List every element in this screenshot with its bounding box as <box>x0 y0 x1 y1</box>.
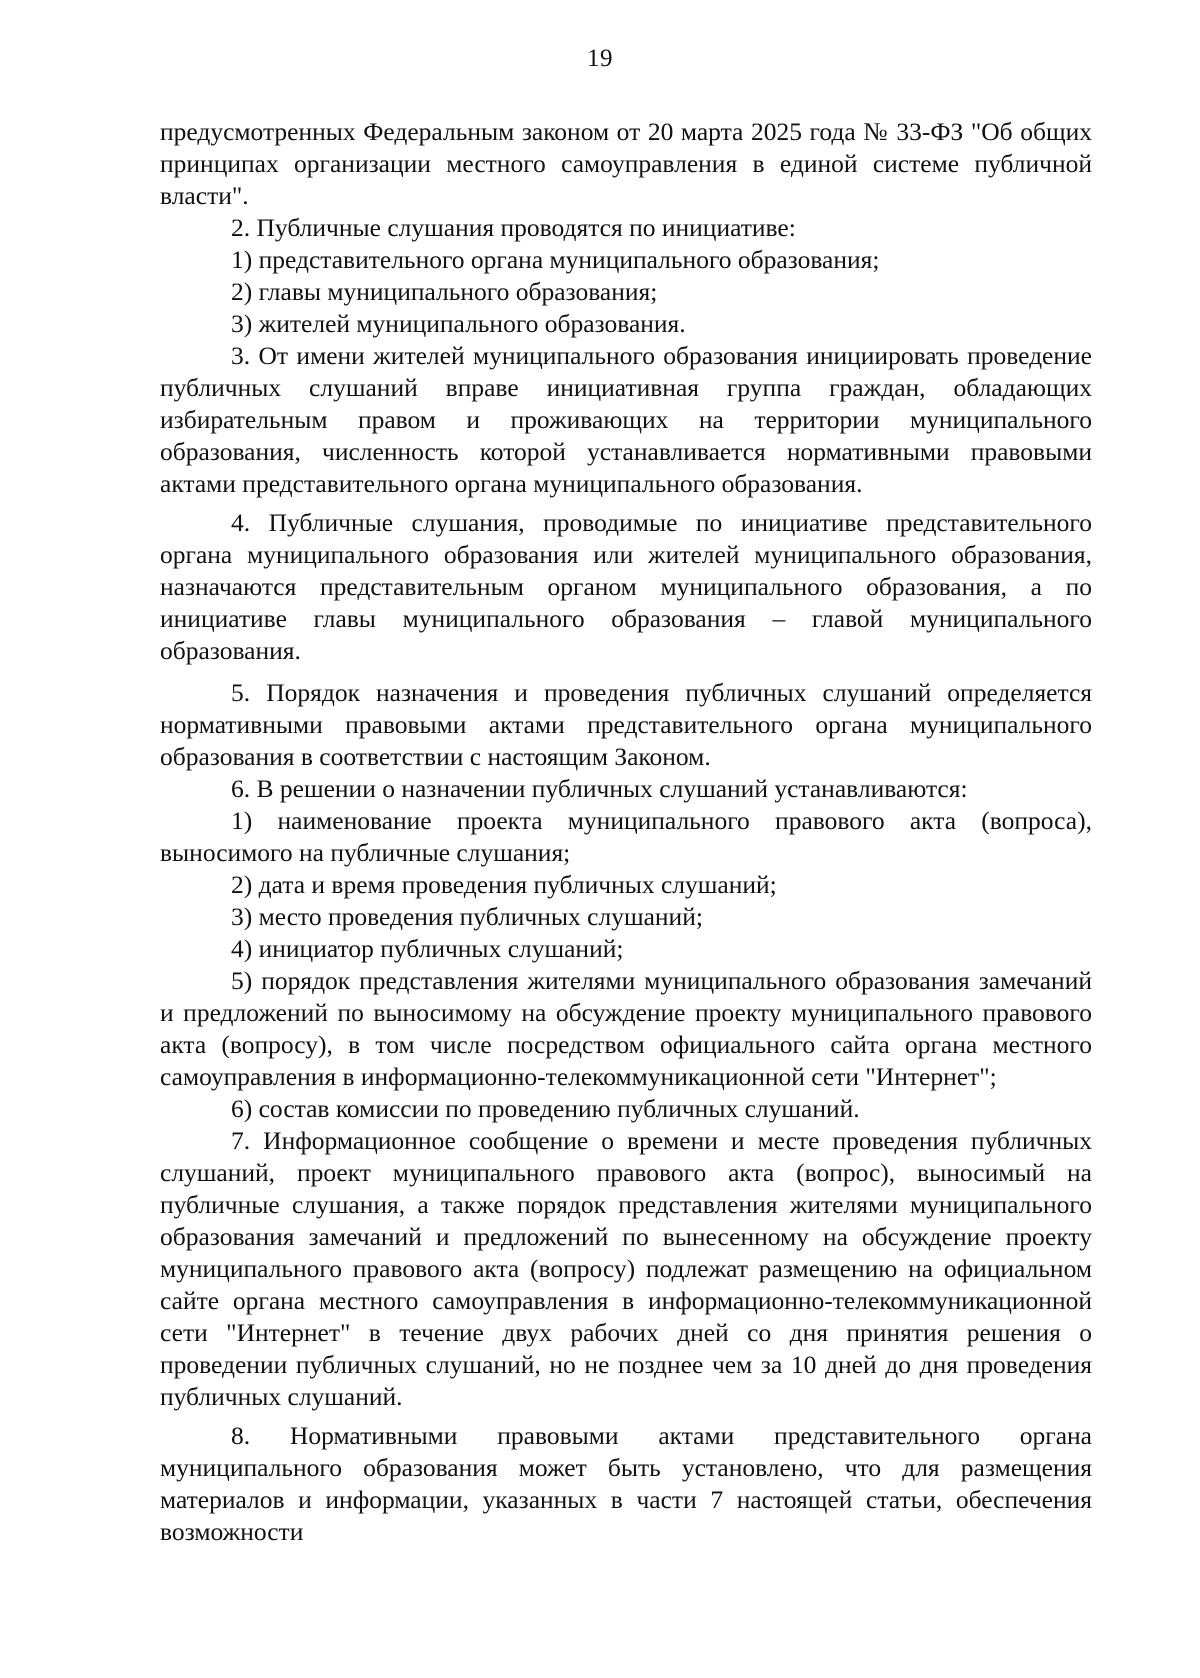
list-item-6-2: 2) дата и время проведения публичных слушаний; <box>231 870 777 899</box>
paragraph-continuation: предусмотренных Федеральным законом от 20 марта 2025 года № 33-ФЗ "Об общих принципах организации местного самоуправления в единой системе публичной власти". <box>160 117 1092 210</box>
list-item-6-5: 5) порядок представления жителями муниципального образования замечаний и предложений по выносимому на обсуждение проекту муниципального правового акта (вопросу), в том числе посредством официального сайта органа местного самоуправления в информационно-телекоммуникационной сети "Интернет"; <box>160 966 1092 1091</box>
document-body <box>160 116 1092 1548</box>
paragraph-2: 2. Публичные слушания проводятся по инициативе: <box>231 213 796 242</box>
list-item-6-1: 1) наименование проекта муниципального правового акта (вопроса), выносимого на публичные слушания; <box>160 806 1092 867</box>
paragraph-3: 3. От имени жителей муниципального образования инициировать проведение публичных слушаний вправе инициативная группа граждан, обладающих избирательным правом и проживающих на территории муниципального образования, численность которой устанавливается нормативными правовыми актами представительного органа муниципального образования. <box>160 341 1092 498</box>
list-item-2-1: 1) представительного органа муниципального образования; <box>231 245 880 274</box>
page-number: 19 <box>587 45 613 72</box>
paragraph-8: 8. Нормативными правовыми актами представительного органа муниципального образования может быть установлено, что для размещения материалов и информации, указанных в части 7 настоящей статьи, обеспечения возможности <box>160 1421 1092 1546</box>
paragraph-6: 6. В решении о назначении публичных слушаний устанавливаются: <box>231 774 968 803</box>
paragraph-7: 7. Информационное сообщение о времени и месте проведения публичных слушаний, проект муниципального правового акта (вопрос), выносимый на публичные слушания, а также порядок представления жителями муниципального образования замечаний и предложений по вынесенному на обсуждение проекту муниципального правового акта (вопросу) подлежат размещению на официальном сайте органа местного самоуправления в информационно-телекоммуникационной сети "Интернет" в течение двух рабочих дней со дня принятия решения о проведении публичных слушаний, но не позднее чем за 10 дней до дня проведения публичных слушаний. <box>160 1126 1092 1411</box>
list-item-6-3: 3) место проведения публичных слушаний; <box>231 902 703 931</box>
paragraph-4: 4. Публичные слушания, проводимые по инициативе представительного органа муниципального образования или жителей муниципального образования, назначаются представительным органом муниципального образования, а по инициативе главы муниципального образования – главой муниципального образования. <box>160 508 1092 665</box>
list-item-6-6: 6) состав комиссии по проведению публичных слушаний. <box>231 1094 860 1123</box>
paragraph-5: 5. Порядок назначения и проведения публичных слушаний определяется нормативными правовыми актами представительного органа муниципального образования в соответствии с настоящим Законом. <box>160 678 1092 771</box>
list-item-2-3: 3) жителей муниципального образования. <box>231 309 686 338</box>
list-item-2-2: 2) главы муниципального образования; <box>231 277 658 306</box>
list-item-6-4: 4) инициатор публичных слушаний; <box>231 934 624 963</box>
